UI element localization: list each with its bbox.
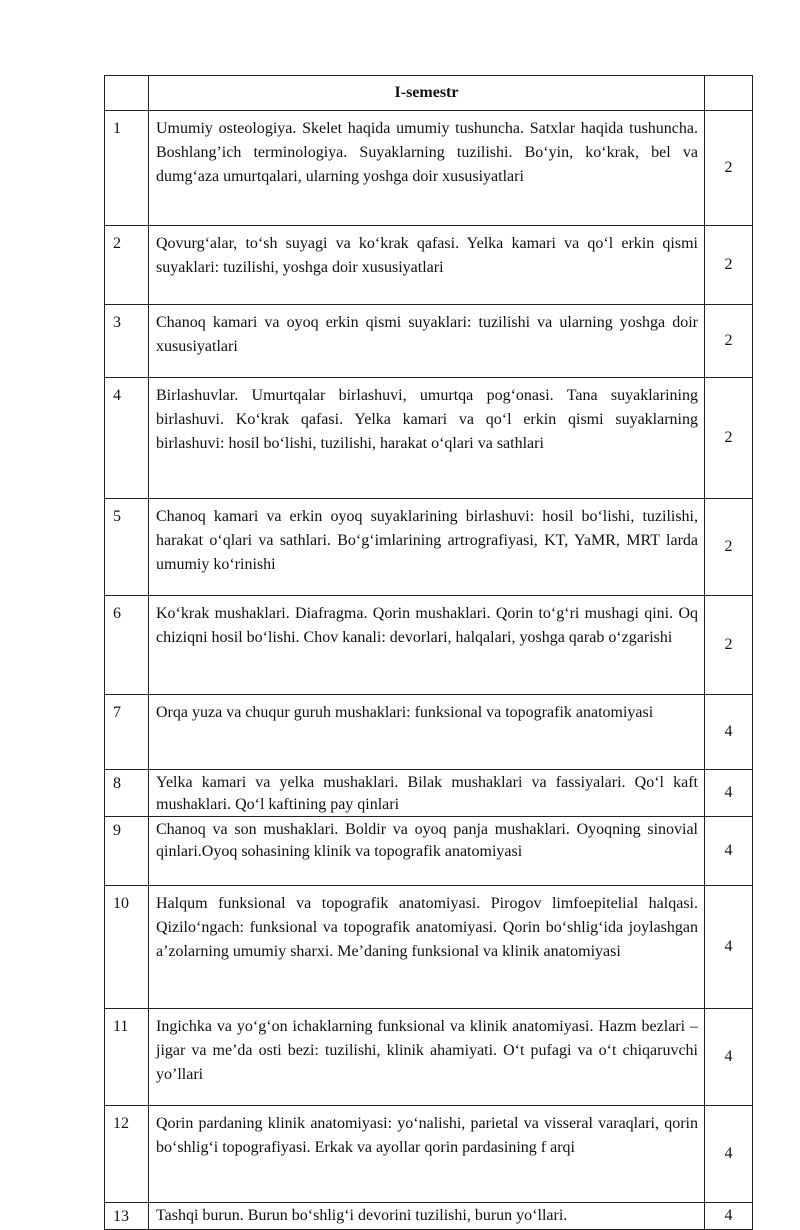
- row-number: 9: [105, 817, 149, 886]
- row-number: 2: [105, 226, 149, 305]
- row-hours: 4: [705, 1203, 753, 1230]
- table-row: [105, 111, 753, 226]
- table-row: [105, 886, 753, 1009]
- row-number: 8: [105, 770, 149, 817]
- row-topic: Tashqi burun. Burun bo‘shlig‘i devorini tuzilishi, burun yo‘llari.: [149, 1203, 705, 1230]
- table-row: [105, 817, 753, 886]
- table-row: [105, 1009, 753, 1106]
- row-hours: 2: [705, 226, 753, 305]
- row-hours: 4: [705, 695, 753, 770]
- table-row: [105, 226, 753, 305]
- row-topic: Birlashuvlar. Umurtqalar birlashuvi, umurtqa pog‘onasi. Tana suyaklarining birlashuvi. Ko‘krak qafasi. Yelka kamari va qo‘l erkin qismi suyaklarning birlashuvi: hosil bo‘lishi, tuzilishi, harakat o‘qlari va sathlari: [149, 378, 705, 499]
- row-hours: 4: [705, 817, 753, 886]
- row-topic: Qovurg‘alar, to‘sh suyagi va ko‘krak qafasi. Yelka kamari va qo‘l erkin qismi suyaklari: tuzilishi, yoshga doir xususiyatlari: [149, 226, 705, 305]
- row-number: 7: [105, 695, 149, 770]
- row-topic: Halqum funksional va topografik anatomiyasi. Pirogov limfoepitelial halqasi. Qizilo‘ngach: funksional va topografik anatomiyasi. Qorin bo‘shlig‘ida joylashgan a’zolarning umumiy sharxi. Me’daning funksional va klinik anatomiyasi: [149, 886, 705, 1009]
- row-topic: Qorin pardaning klinik anatomiyasi: yo‘nalishi, parietal va visseral varaqlari, qorin bo‘shlig‘i topografiyasi. Erkak va ayollar qorin pardasining f arqi: [149, 1106, 705, 1203]
- row-hours: 2: [705, 378, 753, 499]
- row-hours: 4: [705, 770, 753, 817]
- row-topic: Orqa yuza va chuqur guruh mushaklari: funksional va topografik anatomiyasi: [149, 695, 705, 770]
- row-hours: 2: [705, 596, 753, 695]
- row-number: 13: [105, 1203, 149, 1230]
- row-hours: 2: [705, 305, 753, 378]
- row-number: 11: [105, 1009, 149, 1106]
- table-row: [105, 695, 753, 770]
- table-row: [105, 305, 753, 378]
- row-topic: Ko‘krak mushaklari. Diafragma. Qorin mushaklari. Qorin to‘g‘ri mushagi qini. Oq chiziqni hosil bo‘lishi. Chov kanali: devorlari, halqalari, yoshga qarab o‘zgarishi: [149, 596, 705, 695]
- row-topic: Chanoq va son mushaklari. Boldir va oyoq panja mushaklari. Oyoqning sinovial qinlari.Oyoq sohasining klinik va topografik anatomiyasi: [149, 817, 705, 886]
- table-row: [105, 770, 753, 817]
- row-topic: Ingichka va yo‘g‘on ichaklarning funksional va klinik anatomiyasi. Hazm bezlari – jigar va me’da osti bezi: tuzilishi, klinik ahamiyati. O‘t pufagi va o‘t chiqaruvchi yo’llari: [149, 1009, 705, 1106]
- row-hours: 4: [705, 1106, 753, 1203]
- table-row: [105, 596, 753, 695]
- row-hours: 2: [705, 499, 753, 596]
- row-topic: Yelka kamari va yelka mushaklari. Bilak mushaklari va fassiyalari. Qo‘l kaft mushaklari. Qo‘l kaftining pay qinlari: [149, 770, 705, 817]
- row-number: 1: [105, 111, 149, 226]
- row-hours: 2: [705, 111, 753, 226]
- table-header-row: [105, 76, 753, 111]
- row-number: 5: [105, 499, 149, 596]
- row-number: 12: [105, 1106, 149, 1203]
- row-topic: Chanoq kamari va oyoq erkin qismi suyaklari: tuzilishi va ularning yoshga doir xususiyatlari: [149, 305, 705, 378]
- table-row: [105, 499, 753, 596]
- row-number: 6: [105, 596, 149, 695]
- row-topic: Chanoq kamari va erkin oyoq suyaklarining birlashuvi: hosil bo‘lishi, tuzilishi, harakat o‘qlari va sathlari. Bo‘g‘imlarining artrografiyasi, KT, YaMR, MRT larda umumiy ko‘rinishi: [149, 499, 705, 596]
- header-hours-cell: [705, 76, 753, 111]
- table-row: [105, 1106, 753, 1203]
- row-number: 4: [105, 378, 149, 499]
- row-hours: 4: [705, 1009, 753, 1106]
- row-topic: Umumiy osteologiya. Skelet haqida umumiy tushuncha. Satxlar haqida tushuncha. Boshlang’ich terminologiya. Suyaklarning tuzilishi. Bo‘yin, ko‘krak, bel va dumg‘aza umurtqalari, ularning yoshga doir xususiyatlari: [149, 111, 705, 226]
- header-num-cell: [105, 76, 149, 111]
- row-number: 3: [105, 305, 149, 378]
- curriculum-table: [104, 75, 753, 1230]
- row-hours: 4: [705, 886, 753, 1009]
- table-row: [105, 378, 753, 499]
- curriculum-table-container: [104, 75, 752, 1230]
- table-row: [105, 1203, 753, 1230]
- row-number: 10: [105, 886, 149, 1009]
- semester-title: I-semestr: [149, 76, 705, 111]
